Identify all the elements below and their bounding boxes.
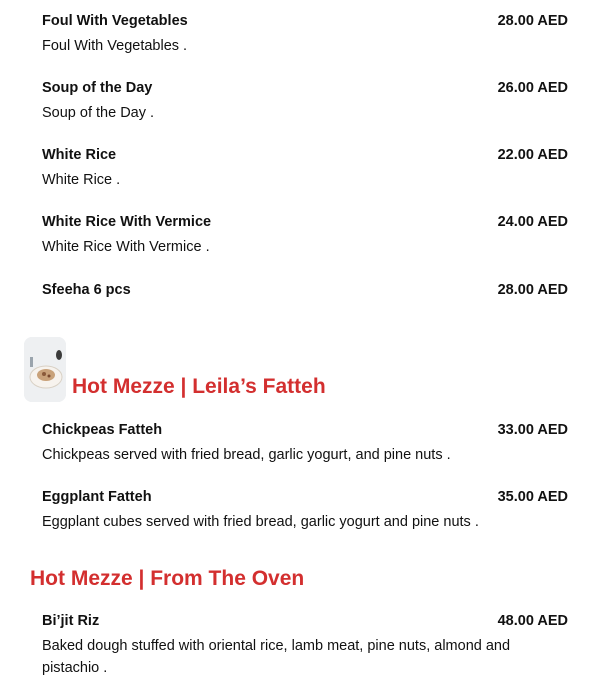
item-description: Baked dough stuffed with oriental rice, lamb meat, pine nuts, almond and pistachio . [42,638,511,676]
item-name: Soup of the Day [42,80,153,96]
item-description: Foul With Vegetables . [42,38,188,54]
item-price: 33.00 AED [497,422,568,438]
item-price: 24.00 AED [497,214,568,230]
item-name: Eggplant Fatteh [42,489,152,505]
item-price: 48.00 AED [497,613,568,629]
item-price: 28.00 AED [497,13,568,29]
item-description: Soup of the Day . [42,105,155,121]
menu-item[interactable] [42,613,568,679]
item-description: White Rice With Vermice . [42,239,210,255]
section-title: Hot Mezze | Leila’s Fatteh [72,375,326,398]
item-description: Eggplant cubes served with fried bread, garlic yogurt and pine nuts . [42,514,479,530]
item-description: Chickpeas served with fried bread, garlic yogurt, and pine nuts . [42,447,451,463]
item-name: White Rice [42,147,117,163]
menu-item[interactable] [42,282,568,298]
menu-item[interactable] [42,489,568,533]
menu-item[interactable] [42,147,568,191]
fatteh-dish-photo-icon [24,337,66,402]
item-name: Bi’jit Riz [42,613,100,629]
item-description: White Rice . [42,172,121,188]
item-name: Foul With Vegetables [42,13,188,29]
menu-item[interactable] [42,80,568,124]
item-price: 28.00 AED [497,282,568,298]
item-price: 22.00 AED [497,147,568,163]
item-price: 35.00 AED [497,489,568,505]
section-title: Hot Mezze | From The Oven [30,567,305,590]
menu-item[interactable] [42,13,568,57]
item-name: White Rice With Vermice [42,214,212,230]
item-price: 26.00 AED [497,80,568,96]
item-name: Chickpeas Fatteh [42,422,163,438]
item-name: Sfeeha 6 pcs [42,282,131,298]
menu-item[interactable] [42,422,568,466]
menu-item[interactable] [42,214,568,258]
